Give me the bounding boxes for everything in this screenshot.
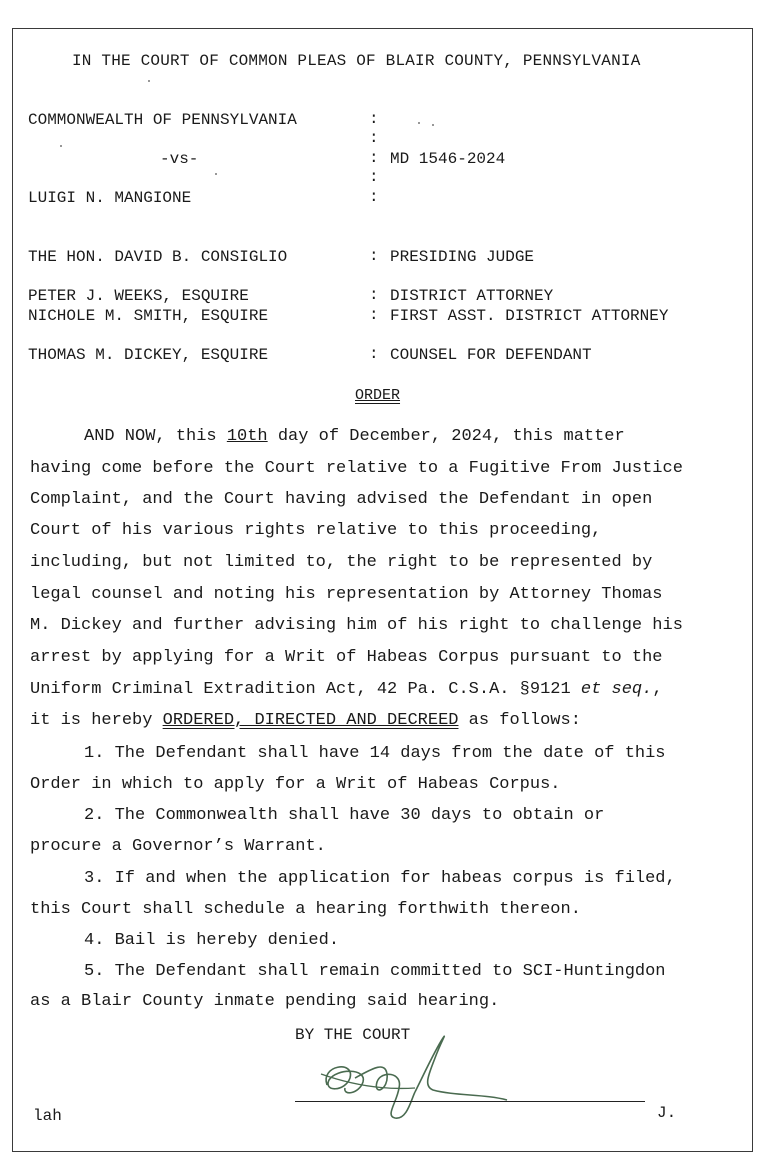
- order-item-line: 2. The Commonwealth shall have 30 days to obtain or: [84, 806, 605, 825]
- order-paragraph-line: [30, 679, 734, 701]
- versus-label: -vs-: [160, 150, 199, 168]
- order-decree: ORDERED, DIRECTED AND DECREED: [162, 711, 459, 730]
- order-text: ,: [652, 680, 663, 699]
- judge-name: THE HON. DAVID B. CONSIGLIO: [28, 248, 288, 266]
- clerk-initials: lah: [33, 1107, 62, 1125]
- defendant-name: LUIGI N. MANGIONE: [28, 189, 192, 207]
- caption-colon: :: [369, 149, 379, 167]
- party-colon: :: [369, 306, 379, 324]
- order-paragraph-line: having come before the Court relative to a Fugitive From Justice: [30, 459, 683, 478]
- order-text: day of December, 2024, this matter: [267, 427, 625, 446]
- order-paragraph-line: [30, 426, 769, 448]
- order-paragraph-line: Complaint, and the Court having advised the Defendant in open: [30, 490, 653, 509]
- scan-speck: [148, 80, 150, 82]
- order-text: it is hereby: [30, 711, 163, 730]
- order-item-line: this Court shall schedule a hearing forthwith thereon.: [30, 900, 581, 919]
- order-item-line: 1. The Defendant shall have 14 days from the date of this: [84, 744, 666, 763]
- order-item-line: as a Blair County inmate pending said hearing.: [30, 992, 500, 1011]
- order-paragraph-line: arrest by applying for a Writ of Habeas Corpus pursuant to the: [30, 648, 663, 667]
- order-paragraph-line: M. Dickey and further advising him of his right to challenge his: [30, 616, 683, 635]
- party-colon: :: [369, 247, 379, 265]
- first-asst-da-name: NICHOLE M. SMITH, ESQUIRE: [28, 307, 269, 325]
- defense-counsel-role: COUNSEL FOR DEFENDANT: [390, 346, 592, 364]
- scan-speck: [418, 122, 420, 124]
- order-item-line: 4. Bail is hereby denied.: [84, 931, 340, 950]
- order-paragraph-line: [30, 710, 734, 732]
- docket-number: MD 1546-2024: [390, 150, 506, 168]
- order-item-line: Order in which to apply for a Writ of Habeas Corpus.: [30, 775, 561, 794]
- plaintiff-name: COMMONWEALTH OF PENNSYLVANIA: [28, 111, 297, 129]
- caption-colon: :: [369, 129, 379, 147]
- order-item-line: procure a Governor’s Warrant.: [30, 837, 326, 856]
- district-attorney-name: PETER J. WEEKS, ESQUIRE: [28, 287, 249, 305]
- caption-colon: :: [369, 168, 379, 186]
- by-the-court-label: BY THE COURT: [295, 1026, 411, 1044]
- defense-counsel-name: THOMAS M. DICKEY, ESQUIRE: [28, 346, 269, 364]
- first-asst-da-role: FIRST ASST. DISTRICT ATTORNEY: [390, 307, 669, 325]
- order-paragraph-line: Court of his various rights relative to this proceeding,: [30, 521, 602, 540]
- judge-suffix: J.: [657, 1104, 677, 1122]
- order-item-line: 3. If and when the application for habeas corpus is filed,: [84, 869, 676, 888]
- judge-role: PRESIDING JUDGE: [390, 248, 535, 266]
- order-title: ORDER: [355, 387, 401, 404]
- signature-line: [295, 1101, 645, 1102]
- scan-speck: [215, 173, 217, 175]
- order-text-italic: et seq.: [580, 680, 653, 699]
- order-paragraph-line: legal counsel and noting his representation by Attorney Thomas: [30, 585, 663, 604]
- party-colon: :: [369, 286, 379, 304]
- district-attorney-role: DISTRICT ATTORNEY: [390, 287, 554, 305]
- party-colon: :: [369, 345, 379, 363]
- judge-signature: [315, 1030, 515, 1120]
- order-text: as follows:: [458, 711, 581, 730]
- court-header: IN THE COURT OF COMMON PLEAS OF BLAIR COUNTY, PENNSYLVANIA: [72, 52, 641, 70]
- scan-speck: [432, 124, 434, 126]
- scan-speck: [60, 145, 62, 147]
- order-item-line: 5. The Defendant shall remain committed to SCI-Huntingdon: [84, 962, 666, 981]
- order-text: Uniform Criminal Extradition Act, 42 Pa. C.S.A. §9121: [30, 680, 581, 699]
- caption-colon: :: [369, 188, 379, 206]
- caption-colon: :: [369, 110, 379, 128]
- order-paragraph-line: including, but not limited to, the right to be represented by: [30, 553, 653, 572]
- order-text: AND NOW, this: [84, 427, 227, 446]
- order-day: 10th: [226, 427, 268, 446]
